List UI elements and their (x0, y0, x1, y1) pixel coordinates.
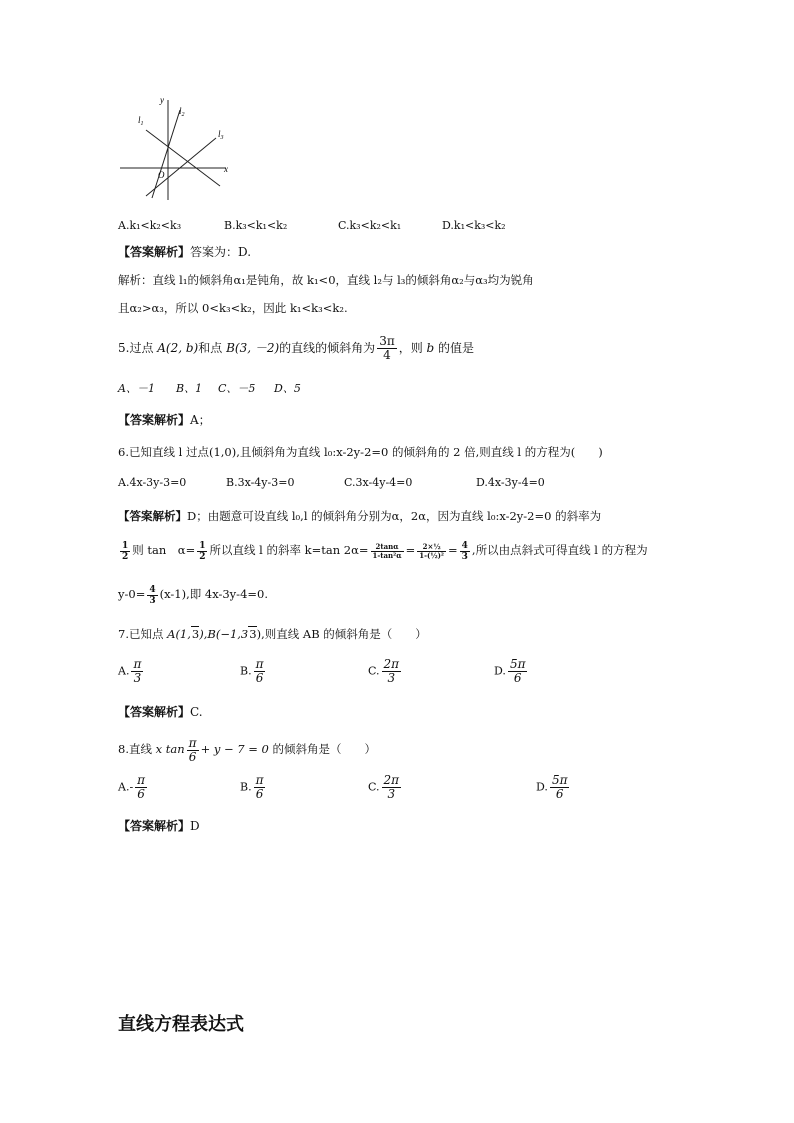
answer-label: 【答案解析】 (118, 705, 191, 719)
q6-stem: 6.已知直线 l 过点(1,0),且倾斜角为直线 l₀:x-2y-2=0 的倾斜角的 2 倍,则直线 l 的方程为( ) (118, 445, 603, 459)
q4-explain-1: 解析：直线 l₁的倾斜角α₁是钝角，故 k₁<0，直线 l₂与 l₃的倾斜角α₂与α₃均为锐角 (118, 273, 534, 287)
answer-label: 【答案解析】 (118, 413, 191, 427)
q8-option-d: D. $\frac{5\pi}{6}$ (536, 773, 568, 801)
l3-label: $l_3$ (218, 129, 224, 141)
line-l2 (152, 110, 180, 198)
q8-answer: 【答案解析】D (118, 819, 200, 833)
q7-option-d: D. $\frac{5\pi}{6}$ (494, 657, 526, 685)
q7-option-b: B. $\frac{\pi}{6}$ (240, 657, 264, 685)
y-axis-label: y (160, 95, 164, 105)
q6-option-a: A.4x-3y-3=0 (118, 476, 187, 489)
answer-label: 【答案解析】 (118, 819, 191, 833)
q8-option-b: B. $\frac{\pi}{6}$ (240, 773, 264, 801)
origin-label: O (158, 170, 165, 180)
q6-answer: 【答案解析】D；由题意可设直线 l₀,l 的倾斜角分别为α，2α，因为直线 l₀:x-2y-2=0 的斜率为 (118, 509, 602, 523)
answer-label: 【答案解析】 (118, 509, 187, 523)
l2-label: $l_2$ (179, 106, 185, 118)
q5-option-a: A、－1 (118, 382, 155, 395)
section-heading: 直线方程表达式 (118, 1014, 244, 1035)
q5-angle-fraction: $\frac{3\pi}{4}$ (379, 334, 395, 362)
q5-answer: 【答案解析】A； (118, 413, 211, 427)
q8-option-a: A.- $\frac{\pi}{6}$ (118, 773, 146, 801)
q8-option-c: C. $\frac{2\pi}{3}$ (368, 773, 400, 801)
q4-option-a: A.k₁<k₂<k₃ (118, 219, 182, 232)
l1-label: $l_1$ (138, 115, 144, 127)
q5-option-b: B、1 (176, 382, 203, 395)
q5-option-d: D、5 (274, 382, 301, 395)
answer-label: 【答案解析】 (118, 245, 191, 259)
q6-option-b: B.3x-4y-3=0 (226, 476, 295, 489)
q4-option-d: D.k₁<k₃<k₂ (442, 219, 506, 232)
q6-option-d: D.4x-3y-4=0 (476, 476, 545, 489)
line-slope-figure (118, 92, 238, 204)
q5-stem: 5.过点 A(2, b)和点 B(3, －2)的直线的倾斜角为 $\frac{3\pi}{4}$ ，则 b 的值是 (118, 334, 475, 362)
x-axis-label: x (224, 164, 228, 174)
q6-option-c: C.3x-4y-4=0 (344, 476, 413, 489)
q5-option-c: C、－5 (218, 382, 256, 395)
q4-explain-2: 且α₂>α₃，所以 0<k₃<k₂，因此 k₁<k₃<k₂. (118, 301, 348, 315)
q7-option-a: A. $\frac{\pi}{3}$ (118, 657, 142, 685)
q7-option-c: C. $\frac{2\pi}{3}$ (368, 657, 400, 685)
q4-option-b: B.k₃<k₁<k₂ (224, 219, 288, 232)
q4-answer: 【答案解析】答案为：D. (118, 245, 252, 259)
q6-explain-3: y-0= $\frac{4}{3}$ (x-1),即 4x-3y-4=0. (118, 584, 268, 606)
line-l3 (146, 138, 216, 196)
q6-explain-2: $\frac{1}{2}$ 则 tan α= $\frac{1}{2}$ 所以直线 l 的斜率 k=tan 2α= $\frac{2\tan\alpha}{\text{1-tan²α}}$ = $\frac{\text{2×½}}{\text{1-(½)²}}$ = $\frac{4}{3}$ ,所以由点斜式可得直线 l 的方程为 (122, 540, 648, 562)
q7-stem: 7.已知点 A(1,3),B(−1,33),则直线 AB 的倾斜角是（ ） (118, 627, 427, 641)
q4-option-c: C.k₃<k₂<k₁ (338, 219, 402, 232)
q7-answer: 【答案解析】C. (118, 705, 203, 719)
q8-stem: 8.直线 x tan $\frac{\pi}{6}$ + y − 7 = 0 的倾斜角是（ ） (118, 735, 377, 764)
